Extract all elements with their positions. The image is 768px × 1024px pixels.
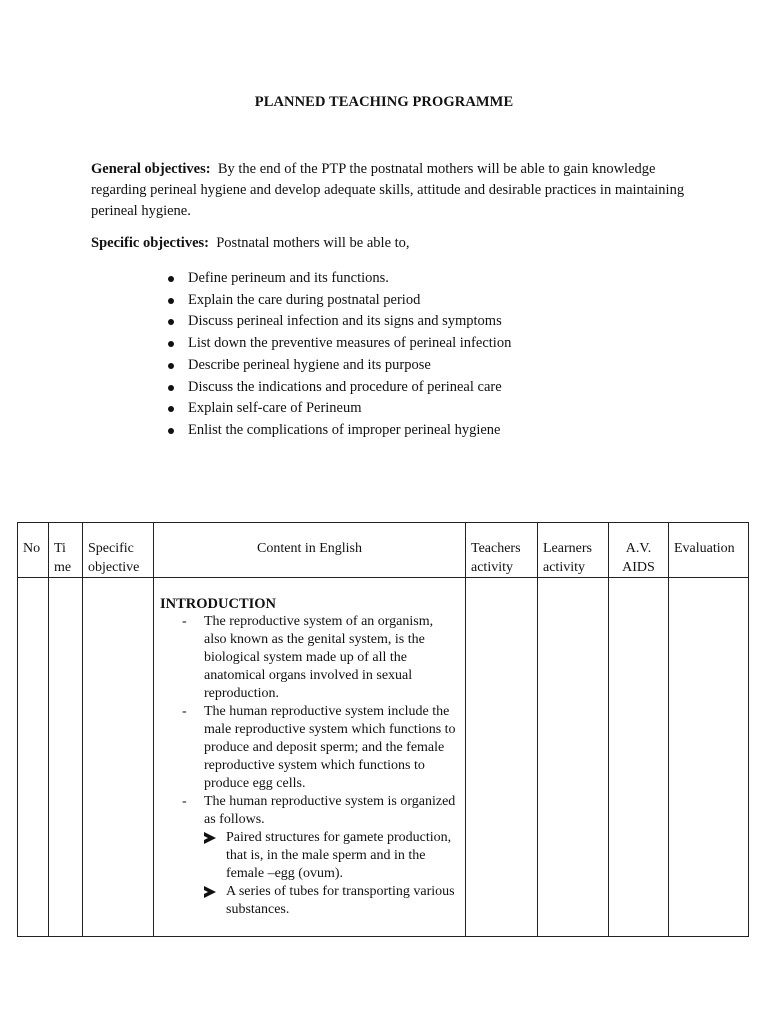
specific-objectives xyxy=(91,233,691,254)
header-time: Ti me xyxy=(49,523,83,578)
header-learners-activity: Learners activity xyxy=(538,523,609,578)
list-item: Explain the care during postnatal period xyxy=(166,290,511,312)
cell-teachers-activity xyxy=(466,578,538,937)
arrow-icon xyxy=(204,832,216,844)
cell-learners-activity xyxy=(538,578,609,937)
list-item: Enlist the complications of improper perineal hygiene xyxy=(166,420,511,442)
page-title: PLANNED TEACHING PROGRAMME xyxy=(254,94,514,110)
list-item: A series of tubes for transporting various substances. xyxy=(204,883,457,919)
content-subpoints xyxy=(204,829,457,919)
list-item: Discuss the indications and procedure of perineal care xyxy=(166,377,511,399)
header-content: Content in English xyxy=(154,523,466,578)
list-item: Explain self-care of Perineum xyxy=(166,398,511,420)
general-objectives-label: General objectives: xyxy=(91,161,211,177)
bullet-icon xyxy=(168,406,174,412)
list-item: List down the preventive measures of perineal infection xyxy=(166,333,511,355)
general-objectives xyxy=(91,159,691,222)
cell-content xyxy=(154,578,466,937)
bullet-icon xyxy=(168,298,174,304)
table-header-row xyxy=(18,523,749,578)
list-item: Paired structures for gamete production, that is, in the male sperm and in the female –egg (ovum). xyxy=(204,829,457,883)
general-objectives-text: By the end of the PTP the postnatal mothers will be able to gain knowledge regarding perineal hygiene and develop adequate skills, attitude and desirable practices in maintaining perineal hygiene. xyxy=(91,161,685,219)
cell-no xyxy=(18,578,49,937)
content-heading: INTRODUCTION xyxy=(160,596,277,612)
arrow-icon xyxy=(204,886,216,898)
cell-specific-objective xyxy=(83,578,154,937)
objectives-list xyxy=(166,268,511,442)
cell-av-aids xyxy=(609,578,669,937)
header-av-aids: A.V. AIDS xyxy=(609,523,669,578)
list-item: - The reproductive system of an organism, also known as the genital system, is the biological system made up of all the anatomical organs involved in sexual reproduction. xyxy=(182,614,434,701)
header-specific-objective: Specific objective xyxy=(83,523,154,578)
bullet-icon xyxy=(168,385,174,391)
cell-time xyxy=(49,578,83,937)
table-row xyxy=(18,578,749,937)
header-no: No xyxy=(18,523,49,578)
header-evaluation: Evaluation xyxy=(669,523,749,578)
specific-objectives-label: Specific objectives: xyxy=(91,235,209,251)
specific-objectives-text: Postnatal mothers will be able to, xyxy=(216,235,410,251)
bullet-icon xyxy=(168,276,174,282)
bullet-icon xyxy=(168,341,174,347)
list-item: - The human reproductive system include the male reproductive system which functions to produce and deposit sperm; and the female reproductive system which functions to produce egg cells. xyxy=(182,704,456,791)
list-item: Define perineum and its functions. xyxy=(166,268,511,290)
list-item: Discuss perineal infection and its signs and symptoms xyxy=(166,311,511,333)
content-points xyxy=(160,613,457,919)
bullet-icon xyxy=(168,363,174,369)
list-item: - The human reproductive system is organized as follows. Paired structures for gamete production, that is, in the male sperm and in the female –egg (ovum). A series of tubes for transporting various substances. xyxy=(182,794,456,917)
teaching-plan-table xyxy=(17,522,749,937)
header-teachers-activity: Teachers activity xyxy=(466,523,538,578)
bullet-icon xyxy=(168,319,174,325)
cell-evaluation xyxy=(669,578,749,937)
list-item: Describe perineal hygiene and its purpose xyxy=(166,355,511,377)
bullet-icon xyxy=(168,428,174,434)
